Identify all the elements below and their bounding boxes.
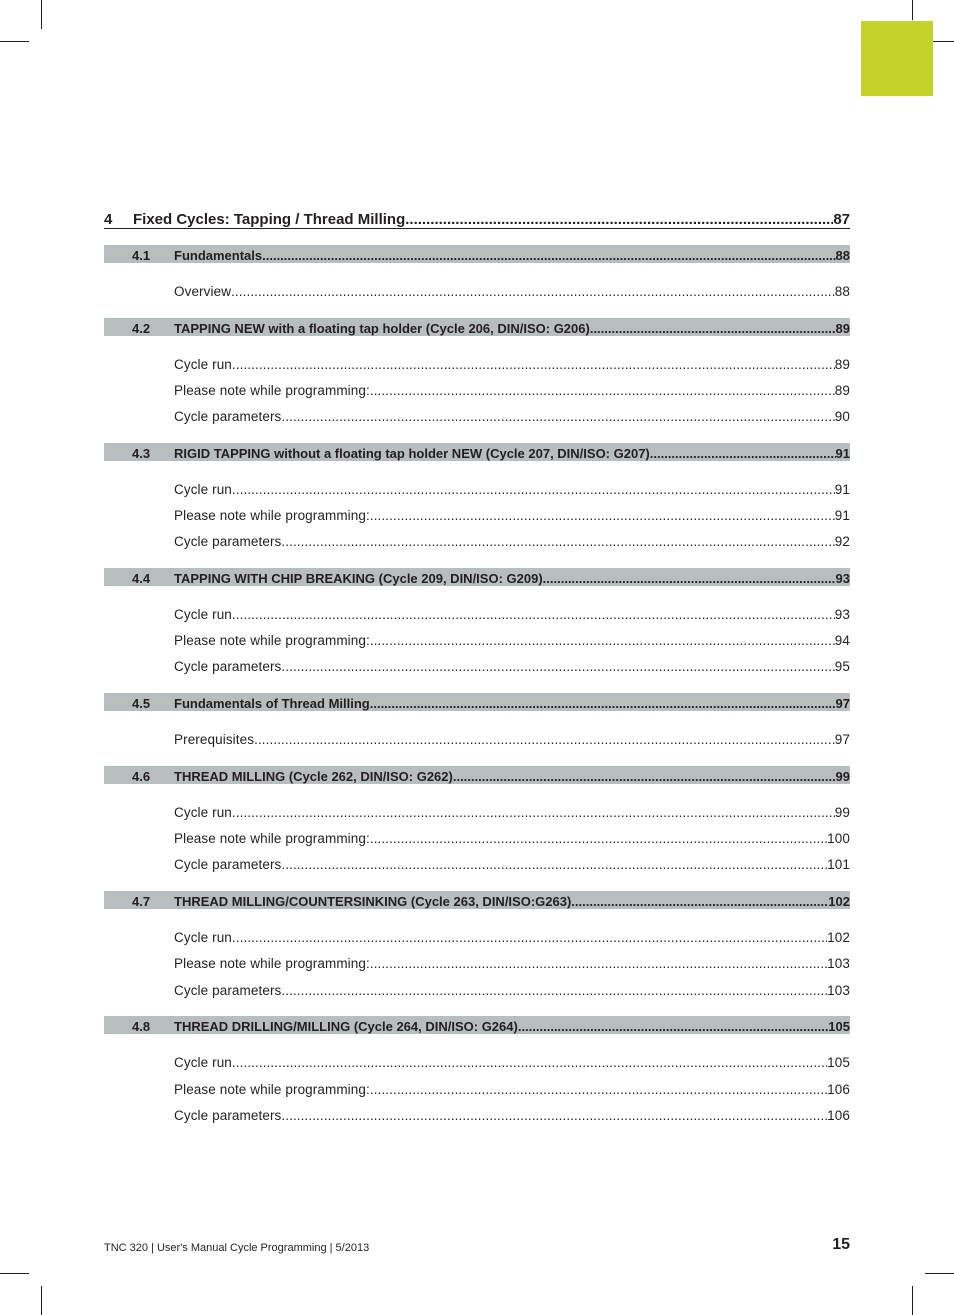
section-title: THREAD DRILLING/MILLING (Cycle 264, DIN/ISO: G264) xyxy=(174,1019,518,1034)
entry-page: 99 xyxy=(834,805,850,820)
entry-page: 106 xyxy=(827,1082,850,1097)
crop-mark xyxy=(0,1273,29,1274)
entry-page: 95 xyxy=(834,659,850,674)
entry-title: Cycle parameters xyxy=(174,534,282,549)
entry-title: Prerequisites xyxy=(174,732,255,747)
section-page: 97 xyxy=(835,696,850,711)
section-title: RIGID TAPPING without a floating tap holder NEW (Cycle 207, DIN/ISO: G207) xyxy=(174,446,650,461)
leader-dots xyxy=(370,1082,827,1097)
leader-dots xyxy=(232,1055,827,1070)
entry-page: 89 xyxy=(834,383,850,398)
entry-page: 88 xyxy=(834,284,850,299)
leader-dots xyxy=(281,1108,827,1123)
entry-title: Cycle run xyxy=(174,930,232,945)
leader-dots xyxy=(232,357,835,372)
toc-entry-row[interactable] xyxy=(104,927,850,945)
toc-section-row[interactable] xyxy=(104,318,850,336)
entry-title: Cycle parameters xyxy=(174,857,282,872)
section-title: THREAD MILLING (Cycle 262, DIN/ISO: G262) xyxy=(174,769,453,784)
toc-entry-row[interactable] xyxy=(104,980,850,998)
toc-entry-row[interactable] xyxy=(104,380,850,398)
section-page: 105 xyxy=(828,1019,850,1034)
entry-page: 91 xyxy=(834,482,850,497)
chapter-page: 87 xyxy=(833,211,850,228)
leader-dots xyxy=(232,607,835,622)
section-page: 102 xyxy=(828,894,850,909)
entry-title: Please note while programming: xyxy=(174,508,370,523)
toc-section-row[interactable] xyxy=(104,766,850,784)
entry-page: 93 xyxy=(834,607,850,622)
section-title: TAPPING WITH CHIP BREAKING (Cycle 209, DIN/ISO: G209) xyxy=(174,571,543,586)
toc-entry-row[interactable] xyxy=(104,406,850,424)
entry-title: Cycle run xyxy=(174,1055,232,1070)
toc-entry-row[interactable] xyxy=(104,953,850,971)
entry-page: 100 xyxy=(827,831,850,846)
toc-section-row[interactable] xyxy=(104,693,850,711)
section-page: 89 xyxy=(835,321,850,336)
chapter-tab-marker xyxy=(861,21,933,96)
entry-title: Cycle run xyxy=(174,482,232,497)
section-page: 93 xyxy=(835,571,850,586)
entry-title: Cycle run xyxy=(174,607,232,622)
section-number: 4.2 xyxy=(132,321,151,336)
entry-page: 97 xyxy=(834,732,850,747)
leader-dots xyxy=(254,732,835,747)
entry-title: Cycle parameters xyxy=(174,1108,282,1123)
entry-page: 101 xyxy=(827,857,850,872)
chapter-number: 4 xyxy=(104,211,113,228)
crop-mark xyxy=(912,0,913,20)
leader-dots xyxy=(281,983,827,998)
toc-entry-row[interactable] xyxy=(104,281,850,299)
leader-dots xyxy=(370,383,835,398)
section-title: TAPPING NEW with a floating tap holder (Cycle 206, DIN/ISO: G206) xyxy=(174,321,590,336)
crop-mark xyxy=(912,1286,913,1315)
leader-dots xyxy=(590,321,836,336)
leader-dots xyxy=(370,831,827,846)
toc-section-row[interactable] xyxy=(104,245,850,263)
entry-title: Cycle parameters xyxy=(174,659,282,674)
toc-entry-row[interactable] xyxy=(104,604,850,622)
toc-entry-row[interactable] xyxy=(104,630,850,648)
toc-chapter-row[interactable] xyxy=(104,209,850,229)
toc-entry-row[interactable] xyxy=(104,531,850,549)
toc-entry-row[interactable] xyxy=(104,1079,850,1097)
leader-dots xyxy=(232,805,835,820)
entry-page: 105 xyxy=(827,1055,850,1070)
leader-dots xyxy=(281,659,834,674)
leader-dots xyxy=(453,769,836,784)
section-number: 4.1 xyxy=(132,248,151,263)
section-title: Fundamentals xyxy=(174,248,263,263)
section-number: 4.5 xyxy=(132,696,151,711)
entry-page: 94 xyxy=(834,633,850,648)
toc-entry-row[interactable] xyxy=(104,854,850,872)
entry-page: 103 xyxy=(827,983,850,998)
leader-dots xyxy=(281,409,834,424)
crop-mark xyxy=(41,1286,42,1315)
leader-dots xyxy=(650,446,836,461)
toc-entry-row[interactable] xyxy=(104,505,850,523)
section-number: 4.8 xyxy=(132,1019,151,1034)
entry-page: 92 xyxy=(834,534,850,549)
toc-section-row[interactable] xyxy=(104,891,850,909)
entry-title: Overview xyxy=(174,284,232,299)
toc-section-row[interactable] xyxy=(104,443,850,461)
leader-dots xyxy=(518,1019,828,1034)
toc-entry-row[interactable] xyxy=(104,828,850,846)
leader-dots xyxy=(281,534,834,549)
entry-title: Please note while programming: xyxy=(174,383,370,398)
crop-mark xyxy=(925,1273,954,1274)
leader-dots xyxy=(543,571,836,586)
entry-page: 89 xyxy=(834,357,850,372)
leader-dots xyxy=(232,482,835,497)
section-number: 4.4 xyxy=(132,571,151,586)
entry-title: Cycle run xyxy=(174,805,232,820)
toc-entry-row[interactable] xyxy=(104,656,850,674)
leader-dots xyxy=(281,857,827,872)
section-page: 91 xyxy=(835,446,850,461)
leader-dots xyxy=(405,211,833,228)
section-title: Fundamentals of Thread Milling xyxy=(174,696,370,711)
entry-title: Please note while programming: xyxy=(174,831,370,846)
leader-dots xyxy=(571,894,828,909)
leader-dots xyxy=(370,956,827,971)
entry-title: Cycle parameters xyxy=(174,983,282,998)
section-page: 99 xyxy=(835,769,850,784)
entry-title: Please note while programming: xyxy=(174,956,370,971)
entry-page: 102 xyxy=(827,930,850,945)
crop-mark xyxy=(0,41,29,42)
leader-dots xyxy=(232,930,827,945)
entry-title: Please note while programming: xyxy=(174,1082,370,1097)
toc-entry-row[interactable] xyxy=(104,729,850,747)
section-number: 4.3 xyxy=(132,446,151,461)
toc-entry-row[interactable] xyxy=(104,479,850,497)
entry-title: Please note while programming: xyxy=(174,633,370,648)
entry-page: 106 xyxy=(827,1108,850,1123)
section-title: THREAD MILLING/COUNTERSINKING (Cycle 263, DIN/ISO:G263) xyxy=(174,894,572,909)
toc-entry-row[interactable] xyxy=(104,354,850,372)
crop-mark xyxy=(41,0,42,29)
section-number: 4.6 xyxy=(132,769,151,784)
leader-dots xyxy=(370,508,835,523)
entry-title: Cycle parameters xyxy=(174,409,282,424)
toc-section-row[interactable] xyxy=(104,1016,850,1034)
leader-dots xyxy=(370,633,835,648)
leader-dots xyxy=(262,248,835,263)
section-number: 4.7 xyxy=(132,894,151,909)
toc-entry-row[interactable] xyxy=(104,1052,850,1070)
toc-entry-row[interactable] xyxy=(104,802,850,820)
toc-section-row[interactable] xyxy=(104,568,850,586)
leader-dots xyxy=(231,284,835,299)
leader-dots xyxy=(370,696,836,711)
entry-page: 91 xyxy=(834,508,850,523)
page-number: 15 xyxy=(832,1236,850,1253)
footer-text: TNC 320 | User's Manual Cycle Programming | 5/2013 xyxy=(104,1242,370,1254)
entry-page: 90 xyxy=(834,409,850,424)
section-page: 88 xyxy=(835,248,850,263)
entry-page: 103 xyxy=(827,956,850,971)
entry-title: Cycle run xyxy=(174,357,232,372)
toc-entry-row[interactable] xyxy=(104,1105,850,1123)
chapter-title: Fixed Cycles: Tapping / Thread Milling xyxy=(133,211,406,228)
